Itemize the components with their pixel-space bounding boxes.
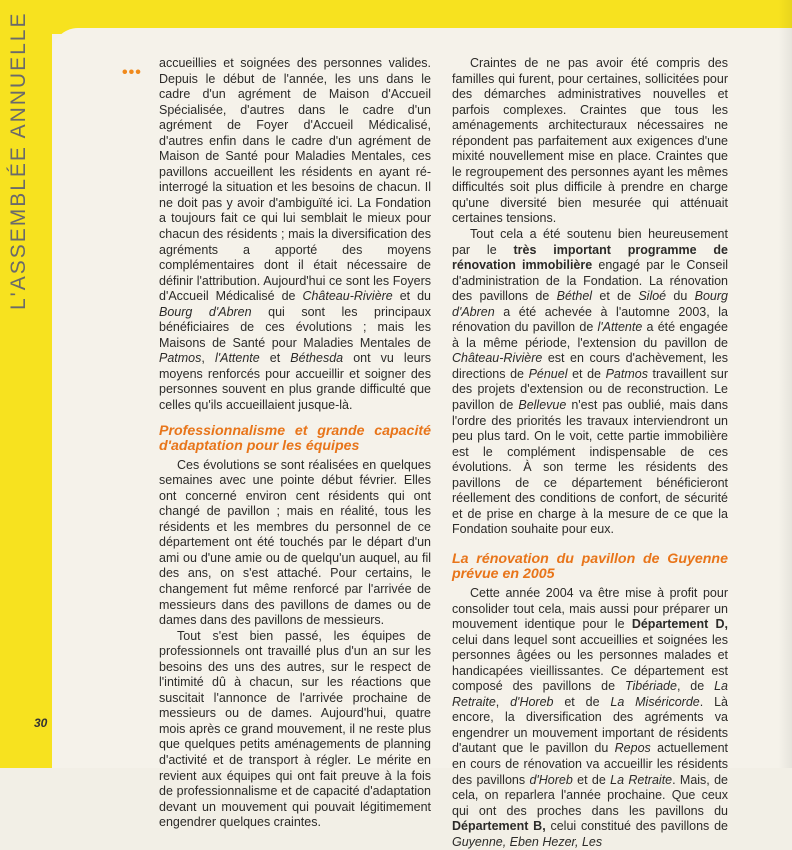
text-run: Patmos — [159, 351, 202, 366]
text-run: Siloé — [638, 289, 667, 304]
text-run: et de — [553, 694, 611, 709]
text-run: , — [201, 351, 215, 366]
text-run: , — [495, 694, 511, 709]
text-run: et — [259, 351, 291, 366]
text-run: Château-Rivière — [302, 289, 393, 304]
text-run: Bourg d'Abren — [452, 289, 728, 319]
text-run: et de — [567, 366, 606, 381]
text-run: celui constitué des pavillons de — [545, 819, 728, 834]
right-column — [452, 56, 728, 850]
text-run: et de — [572, 772, 611, 787]
heading-professionnalisme: Professionnalisme et grande capacité d'adaptation pour les équipes — [159, 422, 431, 454]
text-run: Département D, — [631, 617, 728, 632]
text-run: et de — [592, 289, 639, 304]
text-run: Tibériade — [624, 679, 677, 694]
section-title: L'ASSEMBLÉE ANNUELLE — [7, 11, 30, 310]
text-run: l'Attente — [214, 351, 260, 366]
text-run: actuellement en cours de rénovation va accueillir les résidents des pavillons — [452, 741, 728, 787]
text-run: travaillent sur des projets d'extension ou de reconstruction. Le pavillon de — [452, 366, 728, 413]
heading-renovation-guyenne: La rénovation du pavillon de Guyenne prévue en 2005 — [452, 550, 728, 582]
text-run: Craintes de ne pas avoir été compris des familles qui furent, pour certaines, sollicitées pour des démarches administratives nouvelles et parfois complexes. Craintes que tous les aménagements architecturaux nécessaires ne répondent pas parfaitement aux exigences d'une mixité nouvellement mise en place. Craintes que le regroupement des personnes ayant les mêmes difficultés soit plus difficile à prendre en charge qu'une diversité bien mesurée qui atténuait certaines tensions. — [452, 56, 728, 226]
text-run: La Miséricorde — [610, 694, 700, 709]
text-run: est en cours d'achèvement, les directions de — [452, 351, 728, 381]
page-number: 30 — [34, 716, 48, 730]
text-run: Château-Rivière — [452, 351, 543, 366]
text-run: a été achevée à l'automne 2003, la rénovation du pavillon de — [452, 304, 728, 335]
text-run: a été engagée à la même période, l'extension du pavillon de — [452, 320, 728, 350]
text-run: Cette année 2004 va être mise à profit pour consolider tout cela, mais aussi pour préparer un mouvement identique pour le — [452, 585, 728, 632]
text-run: accueillies et soignées des personnes valides. Depuis le début de l'année, les uns dans le cadre d'un agrément de Maison d'Accueil Spécialisée, d'autres dans le cadre d'un agrément de Foyer d'Accueil Médicalisé, d'autres enfin dans le cadre d'un agrément de Maison de Santé pour Maladies Mentales, ces pavillons accueillent les résidents en ayant ré-interrogé la situation et les besoins de chacun. Il ne doit pas y avoir d'ambiguïté ici. La Fondation a toujours fait ce qui lui semblait le mieux pour chacun des résidents ; mais la diversification des agréments a apporté des moyens complémentaires dont il était nécessaire de définir l'attribution. Aujourd'hui ce sont les Foyers d'Accueil Médicalisé de — [159, 56, 431, 304]
text-run: n'est pas oublié, mais dans l'ordre des priorités les travaux interviendront un peu plus tard. On le voit, cette partie immobilière est le complément indispensable de ces évolutions. À son terme les résidents des pavillons de ce département bénéficieront réellement des conditions de confort, de sécurité et de prise en charge à la mesure de ce que la Fondation souhaite pour eux. — [452, 398, 728, 537]
text-run: , de — [676, 679, 715, 694]
text-run: Béthel — [556, 289, 593, 304]
text-run: Bellevue — [518, 398, 567, 413]
text-run: La Retraite — [610, 772, 673, 787]
text-run: engagé par le Conseil d'administration de la Fondation. La rénovation des pavillons de — [452, 258, 729, 304]
text-run: ont vu leurs moyens renforcés pour accueillir et soigner des personnes souvent en plus grande difficulté que celles qu'ils accueillaient jusque-là. — [159, 351, 432, 413]
right-paragraph-1 — [452, 56, 728, 227]
text-run: Patmos — [605, 366, 648, 381]
text-run: celui dans lequel sont accueillies et soignées les personnes âgées ou les personnes malades et handicapées vieillissantes. Ce département est composé des pavillons de — [452, 632, 728, 694]
left-paragraph-1 — [159, 56, 431, 414]
text-run: d'Horeb — [529, 772, 573, 787]
left-column — [159, 56, 431, 831]
right-paragraph-3 — [452, 586, 728, 850]
side-yellow-band — [0, 0, 52, 768]
text-run: Repos — [614, 741, 651, 756]
text-run: Pénuel — [528, 366, 568, 381]
text-run: . Mais, de cela, on reparlera l'année prochaine. Que ceux qui ont des proches dans les pavillons du — [452, 772, 729, 818]
bullet-dots-icon: ••• — [122, 64, 142, 81]
text-run: Ces évolutions se sont réalisées en quelques semaines avec une pointe début février. Elles ont concerné environ cent résidents qui ont changé de pavillon ; mais en réalité, tous les résidents et les membres du personnel de ce département ont été touchés par le départ d'un ami ou d'une amie ou de quelqu'un auquel, au fil des ans, on s'est attaché. Pour certains, le changement fut même renforcé par l'arrivée de messieurs dans des pavillons de dames ou de dames dans des pavillons de messieurs. — [159, 457, 431, 628]
text-run: très important programme de rénovation immobilière — [452, 242, 729, 273]
left-paragraph-3 — [159, 629, 431, 831]
text-run: Guyenne, Eben Hezer, Les — [452, 834, 603, 849]
text-run: qui sont les principaux bénéficiaires de ces évolutions ; mais les Maisons de Santé pour Maladies Mentales de — [159, 304, 431, 350]
text-run: l'Attente — [597, 320, 643, 335]
text-run: Béthesda — [290, 351, 344, 366]
text-run: Tout s'est bien passé, les équipes de professionnels ont travaillé plus d'un an sur les besoins des uns des autres, sur le respect de l'intimité dû à chacun, sur les réactions que suscitait l'annonce de l'arrivée prochaine de messieurs ou de dames. Aujourd'hui, quatre mois après ce grand mouvement, il ne reste plus que quelques petits aménagements de planning d'activité et de transport à régler. Le mérite en revient aux équipes qui ont fait preuve à la fois de professionnalisme et de capacité d'adaptation devant un mouvement qui pouvait légitimement engendrer quelques craintes. — [159, 628, 431, 830]
text-run: Bourg d'Abren — [159, 304, 252, 319]
text-run: d'Horeb — [510, 694, 554, 709]
text-run: Département B, — [452, 819, 546, 834]
page-edge-shadow — [778, 0, 792, 768]
text-run: du — [666, 289, 695, 304]
right-paragraph-2 — [452, 227, 728, 538]
text-run: La Retraite — [452, 679, 728, 709]
text-run: et du — [392, 289, 431, 304]
text-run: Tout cela a été soutenu bien heureusement par le — [452, 227, 728, 257]
text-run: . Là encore, la diversification des agréments va engendrer un mouvement important de résidents d'autant que le pavillon du — [452, 694, 728, 756]
left-paragraph-2 — [159, 458, 431, 629]
